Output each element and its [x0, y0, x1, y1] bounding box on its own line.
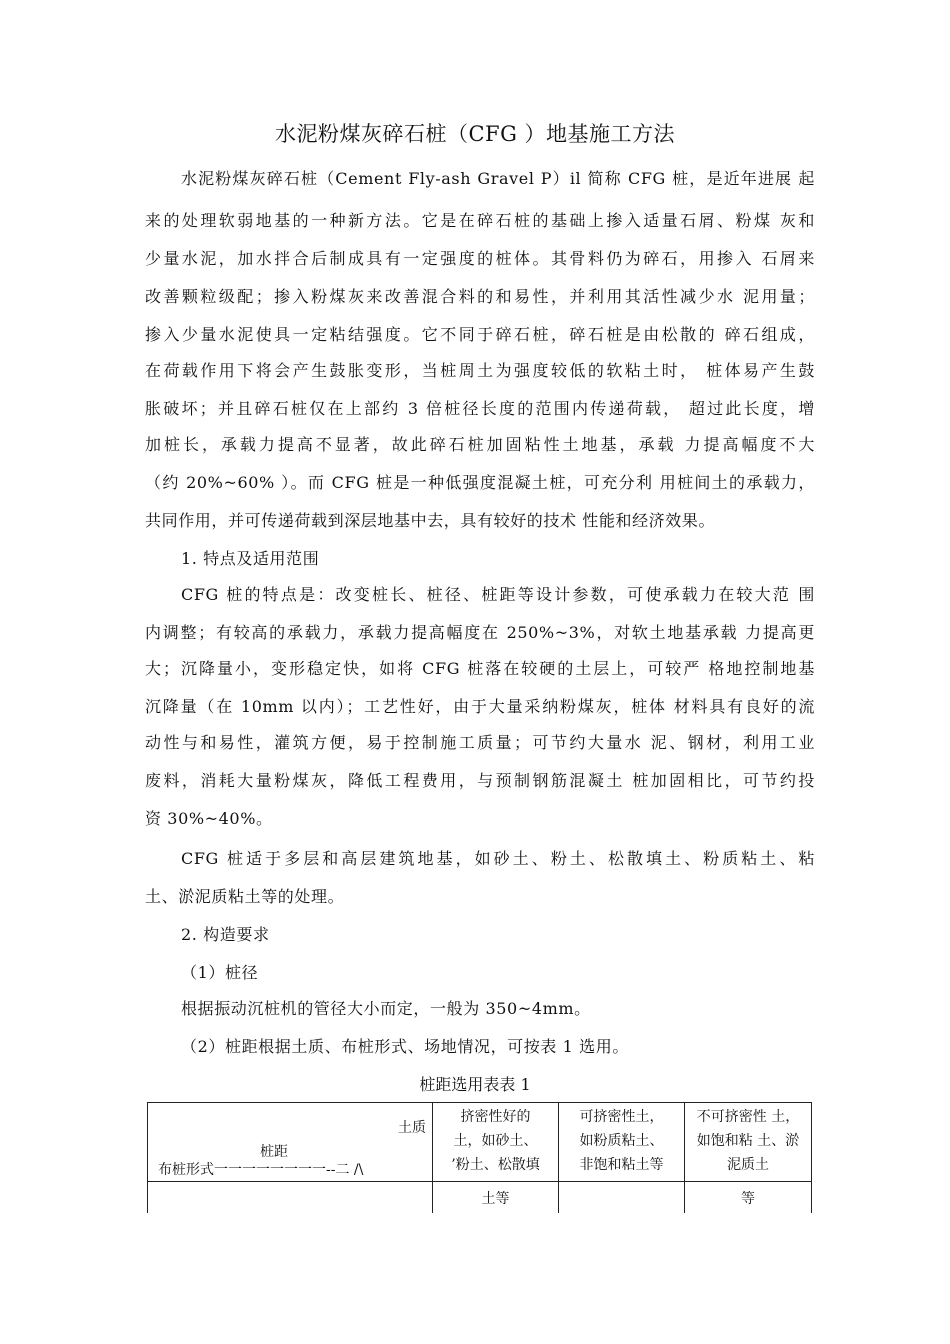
paragraph-line: CFG 桩的特点是：改变桩长、桩径、桩距等设计参数，可使承载力在较大范 围 — [181, 585, 815, 604]
table-cell: 土等 — [481, 1191, 510, 1207]
paragraph-line: 动性与和易性，灌筑方便，易于控制施工质量；可节约大量水 泥、钢材，利用工业 — [145, 733, 815, 752]
paragraph-line: 水泥粉煤灰碎石桩（Cement Fly-ash Gravel P）il 简称 CFG 桩，是近年进展 起 — [181, 169, 815, 188]
section-heading: 2. 构造要求 — [181, 925, 270, 944]
paragraph-line: 内调整；有较高的承载力，承载力提高幅度在 250%~3%，对软土地基承载 力提高更 — [145, 623, 815, 642]
table-header-cell: 不可挤密性 土， 如饱和粘 土、淤 泥质土 — [696, 1109, 800, 1173]
table-caption: 桩距选用表表 1 — [419, 1075, 531, 1094]
paragraph-line: 沉降量（在 10mm 以内）；工艺性好，由于大量采纳粉煤灰，桩体 材料具有良好的流 — [145, 697, 815, 716]
table-row-divider — [148, 1181, 811, 1182]
table-corner-soil: 土质 — [398, 1120, 426, 1136]
paragraph-line: 掺入少量水泥使具一定粘结强度。它不同于碎石桩，碎石桩是由松散的 碎石组成， — [145, 325, 815, 344]
paragraph-line: （约 20%~60% ）。而 CFG 桩是一种低强度混凝土桩，可充分利 用桩间土的承载力， — [145, 473, 815, 492]
paragraph-line: 共同作用，并可传递荷载到深层地基中去，具有较好的技术 性能和经济效果。 — [145, 511, 716, 530]
paragraph-line: 来的处理软弱地基的一种新方法。它是在碎石桩的基础上掺入适量石屑、粉煤 灰和 — [145, 211, 815, 230]
paragraph-line: 加桩长，承载力提高不显著，故此碎石桩加固粘性土地基，承载 力提高幅度不大 — [145, 435, 815, 454]
spacing-table — [147, 1102, 812, 1213]
paragraph-line: 废料，消耗大量粉煤灰，降低工程费用，与预制钢筋混凝土 桩加固相比，可节约投 — [145, 771, 815, 790]
subsection-heading: （1）桩径 — [181, 963, 259, 982]
table-corner-spacing: 桩距 — [260, 1144, 288, 1160]
paragraph-line: 资 30%~40%。 — [145, 809, 273, 828]
table-header-cell: 可挤密性土， 如粉质粘土、 非饱和粘土等 — [579, 1109, 664, 1173]
section-heading: 1. 特点及适用范围 — [181, 549, 320, 568]
table-corner-layout: 布桩形式一一一一一一一一--二 /\ — [158, 1162, 364, 1178]
paragraph-line: 大；沉降量小，变形稳定快，如将 CFG 桩落在较硬的土层上，可较严 格地控制地基 — [145, 659, 815, 678]
paragraph-line: CFG 桩适于多层和高层建筑地基，如砂土、粉土、松散填土、粉质粘土、粘 — [181, 849, 815, 868]
paragraph-line: 在荷载作用下将会产生鼓胀变形，当桩周土为强度较低的软粘土时， 桩体易产生鼓 — [145, 361, 815, 380]
paragraph-line: （2）桩距根据土质、布桩形式、场地情况，可按表 1 选用。 — [181, 1037, 629, 1056]
paragraph-line: 少量水泥，加水拌合后制成具有一定强度的桩体。其骨料仍为碎石，用掺入 石屑来 — [145, 249, 815, 268]
table-header-cell: 挤密性好的 土，如砂土、 ’粉土、松散填 — [451, 1109, 540, 1173]
paragraph-line: 胀破坏；并且碎石桩仅在上部约 3 倍桩径长度的范围内传递荷载， 超过此长度，增 — [145, 399, 815, 418]
page-title: 水泥粉煤灰碎石桩（CFG ）地基施工方法 — [274, 122, 676, 146]
paragraph-line: 土、淤泥质粘土等的处理。 — [145, 887, 345, 906]
table-cell: 等 — [741, 1191, 755, 1207]
paragraph-line: 根据振动沉桩机的管径大小而定，一般为 350~4mm。 — [181, 999, 591, 1018]
paragraph-line: 改善颗粒级配；掺入粉煤灰来改善混合料的和易性，并利用其活性减少水 泥用量； — [145, 287, 815, 306]
